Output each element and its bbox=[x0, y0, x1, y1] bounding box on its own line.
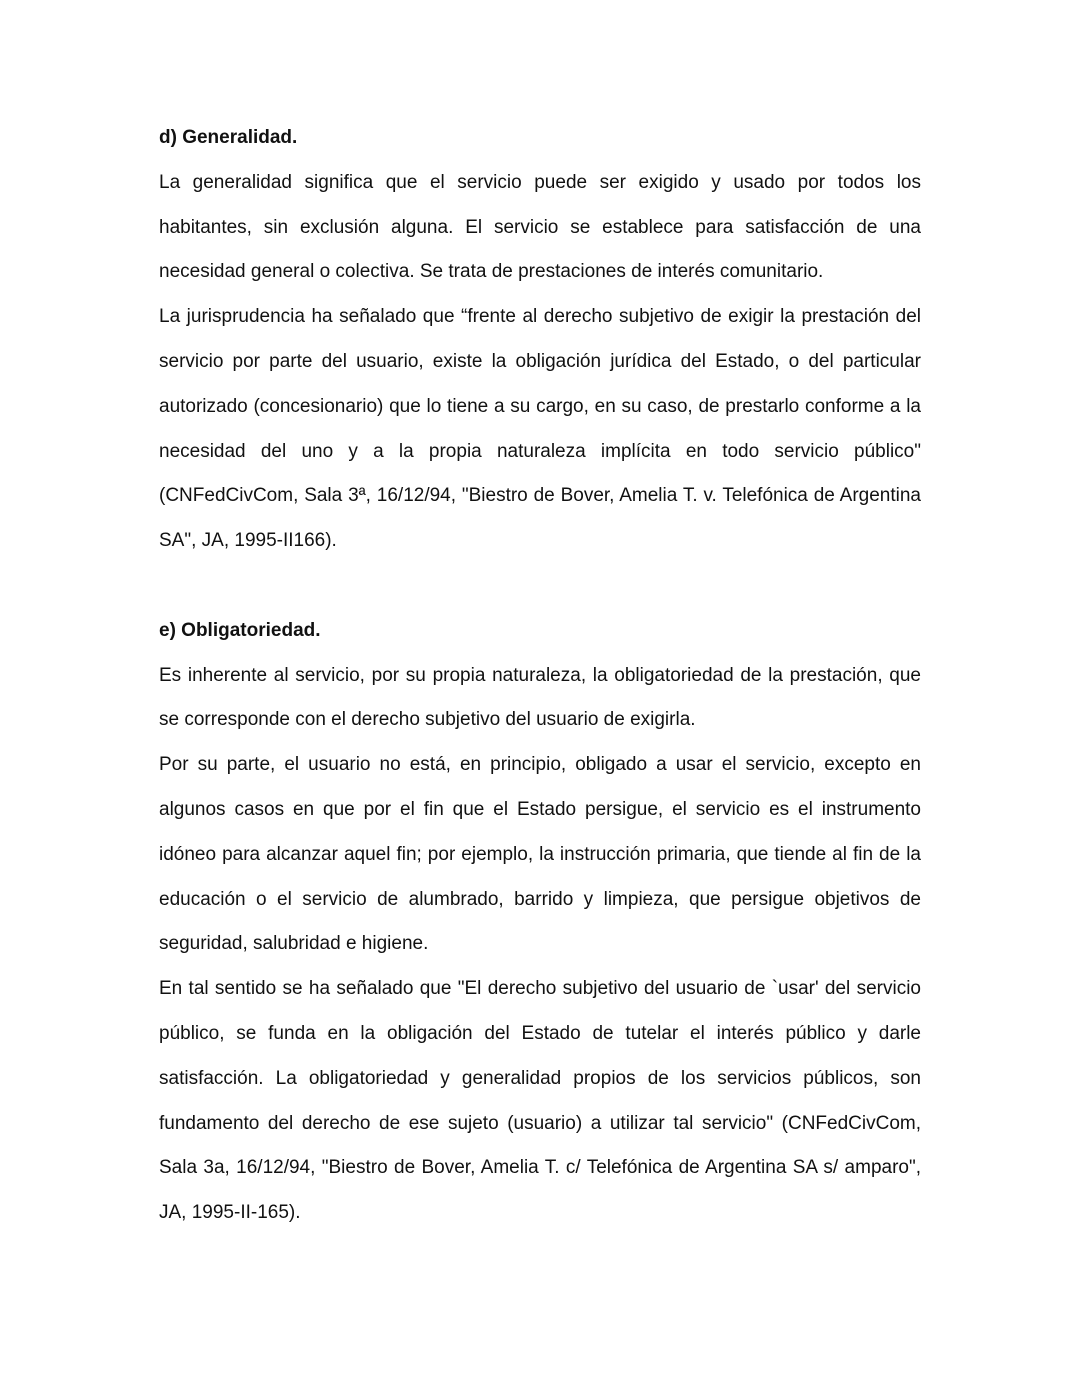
section-e-paragraph-3: En tal sentido se ha señalado que "El derecho subjetivo del usuario de `usar' del servicio público, se funda en la obligación del Estado de tutelar el interés público y darle satisfacción. La obligatoriedad y generalidad propios de los servicios públicos, son fundamento del derecho de ese sujeto (usuario) a utilizar tal servicio" (CNFedCivCom, Sala 3a, 16/12/94, "Biestro de Bover, Amelia T. c/ Telefónica de Argentina SA s/ amparo", JA, 1995-II-165). bbox=[159, 978, 921, 1224]
section-d-paragraph-1: La generalidad significa que el servicio puede ser exigido y usado por todos los habitantes, sin exclusión alguna. El servicio se establece para satisfacción de una necesidad general o colectiva. Se trata de prestaciones de interés comunitario. bbox=[159, 171, 921, 283]
document-page bbox=[159, 116, 921, 1236]
section-d-paragraph-2: La jurisprudencia ha señalado que “frente al derecho subjetivo de exigir la prestación del servicio por parte del usuario, existe la obligación jurídica del Estado, o del particular autorizado (concesionario) que lo tiene a su cargo, en su caso, de prestarlo conforme a la necesidad del uno y a la propia naturaleza implícita en todo servicio público" (CNFedCivCom, Sala 3ª, 16/12/94, "Biestro de Bover, Amelia T. v. Telefónica de Argentina SA", JA, 1995-II166). bbox=[159, 306, 921, 552]
section-e-heading: e) Obligatoriedad. bbox=[159, 619, 321, 641]
section-d-heading: d) Generalidad. bbox=[159, 127, 298, 148]
section-e-paragraph-2: Por su parte, el usuario no está, en principio, obligado a usar el servicio, excepto en algunos casos en que por el fin que el Estado persigue, el servicio es el instrumento idóneo para alcanzar aquel fin; por ejemplo, la instrucción primaria, que tiende al fin de la educación o el servicio de alumbrado, barrido y limpieza, que persigue objetivos de seguridad, salubridad e higiene. bbox=[159, 754, 921, 955]
section-e-paragraph-1: Es inherente al servicio, por su propia naturaleza, la obligatoriedad de la prestación, que se corresponde con el derecho subjetivo del usuario de exigirla. bbox=[159, 664, 921, 731]
section-spacer bbox=[159, 564, 921, 609]
